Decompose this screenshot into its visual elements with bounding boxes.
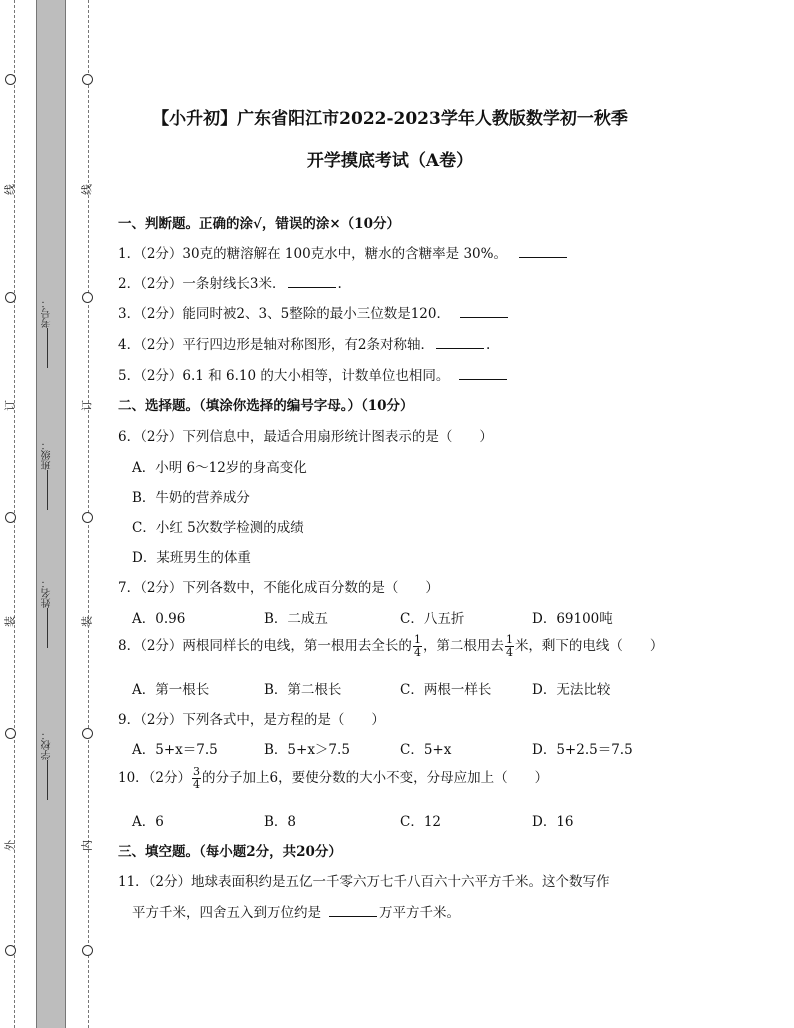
binding-hole: [5, 292, 16, 303]
binding-strip: [36, 0, 66, 1028]
option-a[interactable]: A．5+x＝7.5: [132, 742, 218, 758]
class-field[interactable]: 班级：: [40, 440, 60, 512]
margin-char-inner: 线: [80, 184, 94, 195]
option-a[interactable]: A．0.96: [132, 611, 186, 627]
question-2: 2．（2分）一条射线长3米． .: [118, 276, 342, 292]
margin-char-outer: 装: [3, 616, 17, 627]
option-d[interactable]: D．无法比较: [532, 682, 611, 698]
school-field[interactable]: 学校：: [40, 730, 60, 802]
option-c[interactable]: C．12: [400, 814, 442, 830]
answer-blank[interactable]: [459, 367, 507, 380]
option-a[interactable]: A．第一根长: [132, 682, 210, 698]
option-d[interactable]: D．某班男生的体重: [132, 550, 251, 566]
question-10: 10．（2分） $\frac{3}{4}$ 的分子加上6，要使分数的大小不变，分母应加上（ ）: [118, 765, 549, 791]
binding-hole: [5, 728, 16, 739]
margin-char-outer: 订: [3, 400, 17, 411]
exam-number-field[interactable]: 考号：: [40, 298, 60, 370]
fraction-three-quarters: $\frac{3}{4}$: [193, 765, 201, 791]
answer-blank[interactable]: [519, 245, 567, 258]
binding-hole: [82, 292, 93, 303]
margin-char-inner: 订: [80, 400, 94, 411]
question-4: 4．（2分）平行四边形是轴对称图形，有2条对称轴． .: [118, 337, 491, 353]
binding-hole: [82, 512, 93, 523]
option-b[interactable]: B．牛奶的营养成分: [132, 490, 250, 506]
question-6: 6．（2分）下列信息中，最适合用扇形统计图表示的是（ ）: [118, 429, 493, 445]
binding-hole: [5, 945, 16, 956]
section-heading-choice: 二、选择题。（填涂你选择的编号字母。）（10分）: [118, 398, 414, 414]
page-subtitle: 开学摸底考试（A卷）: [306, 151, 474, 171]
answer-blank[interactable]: [329, 904, 377, 917]
question-1: 1．（2分）30克的糖溶解在 100克水中，糖水的含糖率是 30%。: [118, 242, 569, 262]
option-c[interactable]: C．小红 5次数学检测的成绩: [132, 520, 304, 536]
option-b[interactable]: B．第二根长: [264, 682, 342, 698]
option-c[interactable]: C．两根一样长: [400, 682, 492, 698]
margin-char-inner: 装: [80, 616, 94, 627]
binding-hole: [5, 74, 16, 85]
answer-blank[interactable]: [436, 336, 484, 349]
page-title: 【小升初】广东省阳江市2022-2023学年人教版数学初一秋季: [152, 109, 628, 129]
binding-hole: [82, 945, 93, 956]
question-5: 5．（2分）6.1 和 6.10 的大小相等，计数单位也相同。: [118, 364, 509, 384]
binding-hole: [82, 728, 93, 739]
question-3: 3．（2分）能同时被2、3、5整除的最小三位数是120．: [118, 302, 510, 322]
fraction-one-quarter: $\frac{1}{4}$: [413, 633, 421, 659]
margin-char-inner: 内: [80, 840, 94, 851]
binding-hole: [5, 512, 16, 523]
option-d[interactable]: D．69100吨: [532, 611, 613, 627]
answer-blank[interactable]: [460, 305, 508, 318]
section-heading-fill-in: 三、填空题。（每小题2分，共20分）: [118, 844, 342, 860]
name-field[interactable]: 姓名：: [40, 578, 60, 650]
option-c[interactable]: C．八五折: [400, 611, 465, 627]
question-11: 11．（2分）地球表面积约是五亿一千零六万七千八百六十六平方千米。这个数写作: [118, 874, 610, 890]
question-7: 7．（2分）下列各数中，不能化成百分数的是（ ）: [118, 580, 439, 596]
option-c[interactable]: C．5+x: [400, 742, 452, 758]
question-11-cont: 平方千米，四舍五入到万位约是 万平方千米。: [132, 905, 460, 921]
option-a[interactable]: A．小明 6～12岁的身高变化: [132, 460, 307, 476]
section-heading-judgement: 一、判断题。正确的涂√，错误的涂×（10分）: [118, 216, 400, 232]
question-8: 8．（2分）两根同样长的电线，第一根用去全长的 $\frac{1}{4}$ ，第二根用去 $\frac{1}{4}$ 米，剩下的电线（ ）: [118, 633, 664, 659]
question-9: 9．（2分）下列各式中，是方程的是（ ）: [118, 712, 385, 728]
option-b[interactable]: B．8: [264, 814, 297, 830]
binding-hole: [82, 74, 93, 85]
option-b[interactable]: B．二成五: [264, 611, 328, 627]
margin-char-outer: 外: [3, 840, 17, 851]
margin-char-outer: 线: [3, 184, 17, 195]
option-d[interactable]: D．16: [532, 814, 574, 830]
option-a[interactable]: A．6: [132, 814, 164, 830]
answer-blank[interactable]: [288, 275, 336, 288]
option-b[interactable]: B．5+x＞7.5: [264, 742, 350, 758]
option-d[interactable]: D．5+2.5＝7.5: [532, 742, 633, 758]
fraction-one-quarter: $\frac{1}{4}$: [505, 633, 513, 659]
